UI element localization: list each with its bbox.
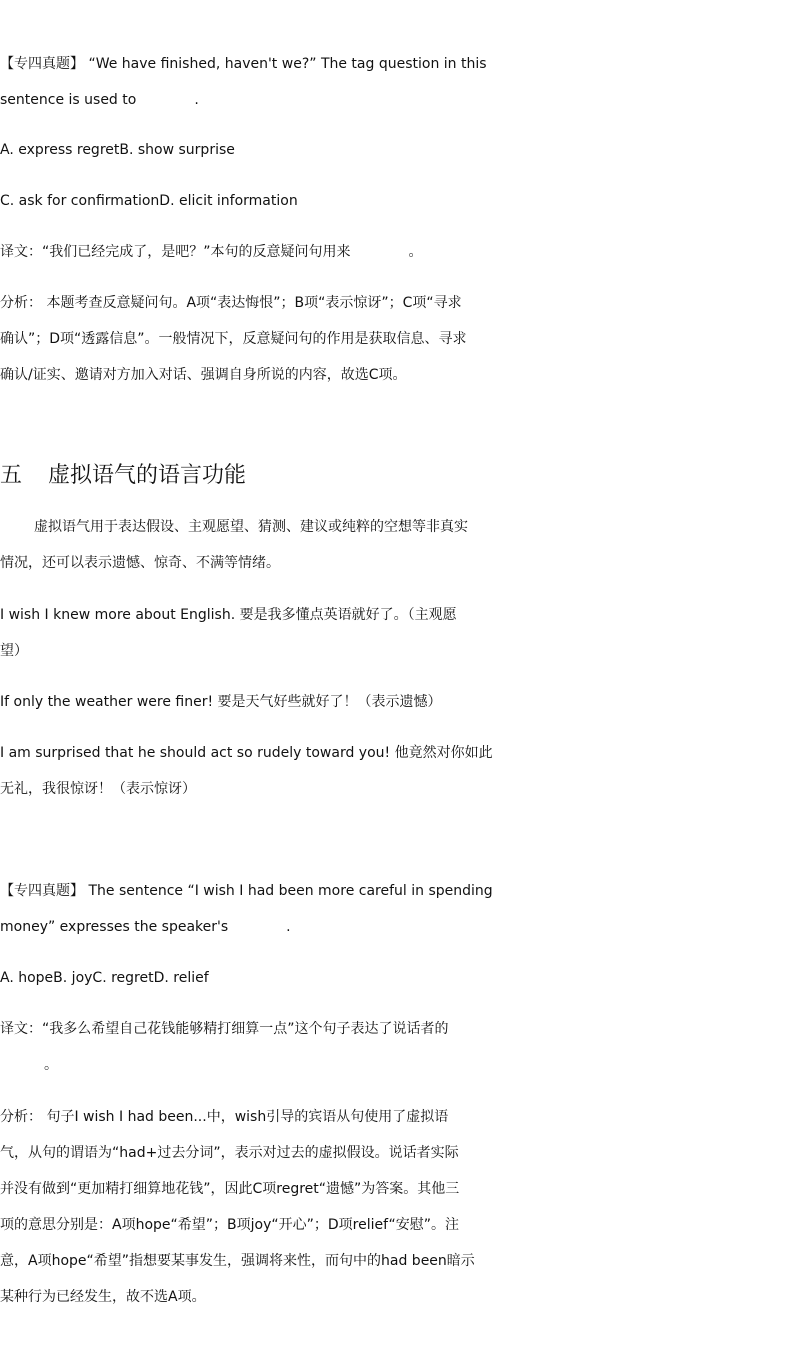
question-text: money” expresses the speaker's — [0, 919, 229, 935]
translation: 译文：“我们已经完成了，是吧？”本句的反意疑问句用来 。 — [0, 244, 423, 260]
section-heading — [0, 458, 246, 494]
section-number: 五 — [0, 463, 23, 488]
section-title: 虚拟语气的语言功能 — [48, 463, 247, 488]
question-text: The sentence “I wish I had been more careful in spending — [84, 883, 493, 899]
option-line: A. hopeB. joyC. regretD. relief — [0, 970, 209, 986]
example-sentence: I am surprised that he should act so rudely toward you! 他竟然对你如此 无礼，我很惊讶！（表示惊讶） — [0, 745, 493, 797]
example-sentence: If only the weather were finer! 要是天气好些就好了！（表示遗憾） — [0, 694, 442, 710]
example-sentence: I wish I knew more about English. 要是我多懂点英语就好了。（主观愿 望） — [0, 607, 457, 659]
exam-tag: 【专四真题】 — [0, 56, 84, 72]
option-line: C. ask for confirmationD. elicit information — [0, 193, 298, 209]
exam-tag: 【专四真题】 — [0, 883, 84, 899]
option-line: A. express regretB. show surprise — [0, 142, 235, 158]
analysis: 分析： 句子I wish I had been...中，wish引导的宾语从句使用了虚拟语 气，从句的谓语为“had+过去分词”，表示对过去的虚拟假设。说话者实际 并没有做到“更加精打细算地花钱”，因此C项regret“遗憾”为答案。其他三 项的意思分别是：A项hope“希望”；B项joy“开心”；D项relief“安慰”。注 意，A项hope“希望”指想要某事发生，强调将来性，而句中的had been暗示 某种行为已经发生，故不选A项。 — [0, 1109, 475, 1305]
question-text: “We have finished, haven't we?” The tag question in this — [84, 56, 487, 72]
question-1: 【专四真题】 “We have finished, haven't we?” The tag question in this sentence is used to . — [0, 56, 487, 108]
section-intro: 虚拟语气用于表达假设、主观愿望、猜测、建议或纯粹的空想等非真实 情况，还可以表示遗憾、惊奇、不满等情绪。 — [0, 519, 468, 571]
question-text: sentence is used to — [0, 92, 137, 108]
translation: 译文：“我多么希望自己花钱能够精打细算一点”这个句子表达了说话者的 。 — [0, 1021, 449, 1073]
analysis: 分析： 本题考查反意疑问句。A项“表达悔恨”；B项“表示惊讶”；C项“寻求 确认”；D项“透露信息”。一般情况下，反意疑问句的作用是获取信息、寻求 确认/证实、邀请对方加入对话、强调自身所说的内容，故选C项。 — [0, 295, 467, 383]
question-2: 【专四真题】 The sentence “I wish I had been more careful in spending money” expresses the speaker's . — [0, 883, 493, 935]
